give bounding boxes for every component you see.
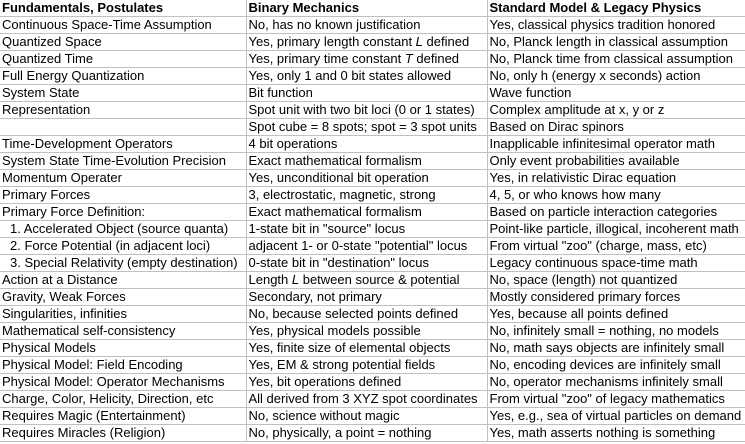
standard-model-cell: Point-like particle, illogical, incoherent math <box>487 221 745 238</box>
cell-text: Yes, primary length constant <box>248 34 416 49</box>
standard-model-cell: Yes, in relativistic Dirac equation <box>487 170 745 187</box>
fundamental-cell: 3. Special Relativity (empty destination) <box>0 255 246 272</box>
binary-mechanics-cell: adjacent 1- or 0-state "potential" locus <box>246 238 487 255</box>
italic-symbol: T <box>404 51 413 66</box>
standard-model-cell: Wave function <box>487 85 745 102</box>
cell-text: between source & potential <box>299 272 460 287</box>
table-row <box>0 221 745 238</box>
table-row <box>0 153 745 170</box>
cell-text: Length <box>248 272 292 287</box>
binary-mechanics-cell: Secondary, not primary <box>246 289 487 306</box>
table-body <box>0 17 745 442</box>
fundamental-cell: Physical Model: Field Encoding <box>0 357 246 374</box>
table-row <box>0 374 745 391</box>
fundamental-cell: Full Energy Quantization <box>0 68 246 85</box>
table-row <box>0 391 745 408</box>
table-row <box>0 170 745 187</box>
header-row <box>0 0 745 17</box>
fundamental-cell: Momentum Operater <box>0 170 246 187</box>
fundamental-cell: 2. Force Potential (in adjacent loci) <box>0 238 246 255</box>
standard-model-cell: No, space (length) not quantized <box>487 272 745 289</box>
table-row <box>0 187 745 204</box>
table-row <box>0 255 745 272</box>
standard-model-cell: Based on particle interaction categories <box>487 204 745 221</box>
table-row <box>0 68 745 85</box>
table-row <box>0 102 745 119</box>
standard-model-cell: Yes, classical physics tradition honored <box>487 17 745 34</box>
table-row <box>0 238 745 255</box>
fundamental-cell: Continuous Space-Time Assumption <box>0 17 246 34</box>
table-row <box>0 272 745 289</box>
fundamental-cell: Action at a Distance <box>0 272 246 289</box>
table-row <box>0 323 745 340</box>
fundamental-cell: Physical Model: Operator Mechanisms <box>0 374 246 391</box>
table-row <box>0 119 745 136</box>
standard-model-cell: Complex amplitude at x, y or z <box>487 102 745 119</box>
table-row <box>0 51 745 68</box>
standard-model-cell: 4, 5, or who knows how many <box>487 187 745 204</box>
standard-model-cell: From virtual "zoo" (charge, mass, etc) <box>487 238 745 255</box>
table-row <box>0 136 745 153</box>
fundamental-cell: Singularities, infinities <box>0 306 246 323</box>
binary-mechanics-cell: No, has no known justification <box>246 17 487 34</box>
fundamental-cell: Requires Miracles (Religion) <box>0 425 246 442</box>
table-row <box>0 289 745 306</box>
table-row <box>0 425 745 442</box>
table-row <box>0 408 745 425</box>
binary-mechanics-cell: 4 bit operations <box>246 136 487 153</box>
cell-text: defined <box>422 34 470 49</box>
standard-model-cell: No, only h (energy x seconds) action <box>487 68 745 85</box>
binary-mechanics-cell: Exact mathematical formalism <box>246 153 487 170</box>
fundamental-cell: Charge, Color, Helicity, Direction, etc <box>0 391 246 408</box>
fundamental-cell <box>0 119 246 136</box>
standard-model-cell: Based on Dirac spinors <box>487 119 745 136</box>
standard-model-cell: No, Planck time from classical assumption <box>487 51 745 68</box>
binary-mechanics-cell <box>246 34 487 51</box>
table-row <box>0 85 745 102</box>
fundamental-cell: Physical Models <box>0 340 246 357</box>
fundamental-cell: 1. Accelerated Object (source quanta) <box>0 221 246 238</box>
standard-model-cell: Inapplicable infinitesimal operator math <box>487 136 745 153</box>
binary-mechanics-cell: Yes, EM & strong potential fields <box>246 357 487 374</box>
standard-model-cell: No, infinitely small = nothing, no models <box>487 323 745 340</box>
standard-model-cell: No, math says objects are infinitely small <box>487 340 745 357</box>
standard-model-cell: Yes, math asserts nothing is something <box>487 425 745 442</box>
binary-mechanics-cell: Bit function <box>246 85 487 102</box>
binary-mechanics-cell: Yes, bit operations defined <box>246 374 487 391</box>
fundamental-cell: System State Time-Evolution Precision <box>0 153 246 170</box>
binary-mechanics-cell: Yes, finite size of elemental objects <box>246 340 487 357</box>
fundamental-cell: Quantized Time <box>0 51 246 68</box>
fundamental-cell: Gravity, Weak Forces <box>0 289 246 306</box>
standard-model-cell: Yes, e.g., sea of virtual particles on demand <box>487 408 745 425</box>
table-row <box>0 17 745 34</box>
table-row <box>0 34 745 51</box>
standard-model-cell: Only event probabilities available <box>487 153 745 170</box>
binary-mechanics-cell: 3, electrostatic, magnetic, strong <box>246 187 487 204</box>
italic-symbol: L <box>291 272 300 287</box>
cell-text: Yes, primary time constant <box>248 51 405 66</box>
binary-mechanics-cell: Yes, unconditional bit operation <box>246 170 487 187</box>
fundamental-cell: System State <box>0 85 246 102</box>
binary-mechanics-cell: 0-state bit in "destination" locus <box>246 255 487 272</box>
cell-text: defined <box>412 51 460 66</box>
binary-mechanics-cell <box>246 51 487 68</box>
fundamental-cell: Representation <box>0 102 246 119</box>
fundamental-cell: Quantized Space <box>0 34 246 51</box>
binary-mechanics-cell: No, physically, a point = nothing <box>246 425 487 442</box>
fundamental-cell: Primary Force Definition: <box>0 204 246 221</box>
standard-model-cell: Legacy continuous space-time math <box>487 255 745 272</box>
binary-mechanics-cell: Spot unit with two bit loci (0 or 1 states) <box>246 102 487 119</box>
binary-mechanics-cell: Spot cube = 8 spots; spot = 3 spot units <box>246 119 487 136</box>
standard-model-cell: No, operator mechanisms infinitely small <box>487 374 745 391</box>
fundamental-cell: Requires Magic (Entertainment) <box>0 408 246 425</box>
binary-mechanics-cell <box>246 272 487 289</box>
standard-model-cell: No, Planck length in classical assumption <box>487 34 745 51</box>
fundamental-cell: Primary Forces <box>0 187 246 204</box>
table-row <box>0 204 745 221</box>
table-row <box>0 357 745 374</box>
table-row <box>0 340 745 357</box>
binary-mechanics-cell: 1-state bit in "source" locus <box>246 221 487 238</box>
fundamental-cell: Mathematical self-consistency <box>0 323 246 340</box>
header-fundamentals: Fundamentals, Postulates <box>0 0 246 17</box>
binary-mechanics-cell: All derived from 3 XYZ spot coordinates <box>246 391 487 408</box>
binary-mechanics-cell: Exact mathematical formalism <box>246 204 487 221</box>
fundamental-cell: Time-Development Operators <box>0 136 246 153</box>
binary-mechanics-cell: No, because selected points defined <box>246 306 487 323</box>
standard-model-cell: Yes, because all points defined <box>487 306 745 323</box>
standard-model-cell: No, encoding devices are infinitely small <box>487 357 745 374</box>
table-row <box>0 306 745 323</box>
standard-model-cell: Mostly considered primary forces <box>487 289 745 306</box>
binary-mechanics-cell: Yes, only 1 and 0 bit states allowed <box>246 68 487 85</box>
binary-mechanics-cell: Yes, physical models possible <box>246 323 487 340</box>
header-standard-model: Standard Model & Legacy Physics <box>487 0 745 17</box>
header-binary-mechanics: Binary Mechanics <box>246 0 487 17</box>
italic-symbol: L <box>415 34 423 49</box>
standard-model-cell: From virtual "zoo" of legacy mathematics <box>487 391 745 408</box>
binary-mechanics-cell: No, science without magic <box>246 408 487 425</box>
